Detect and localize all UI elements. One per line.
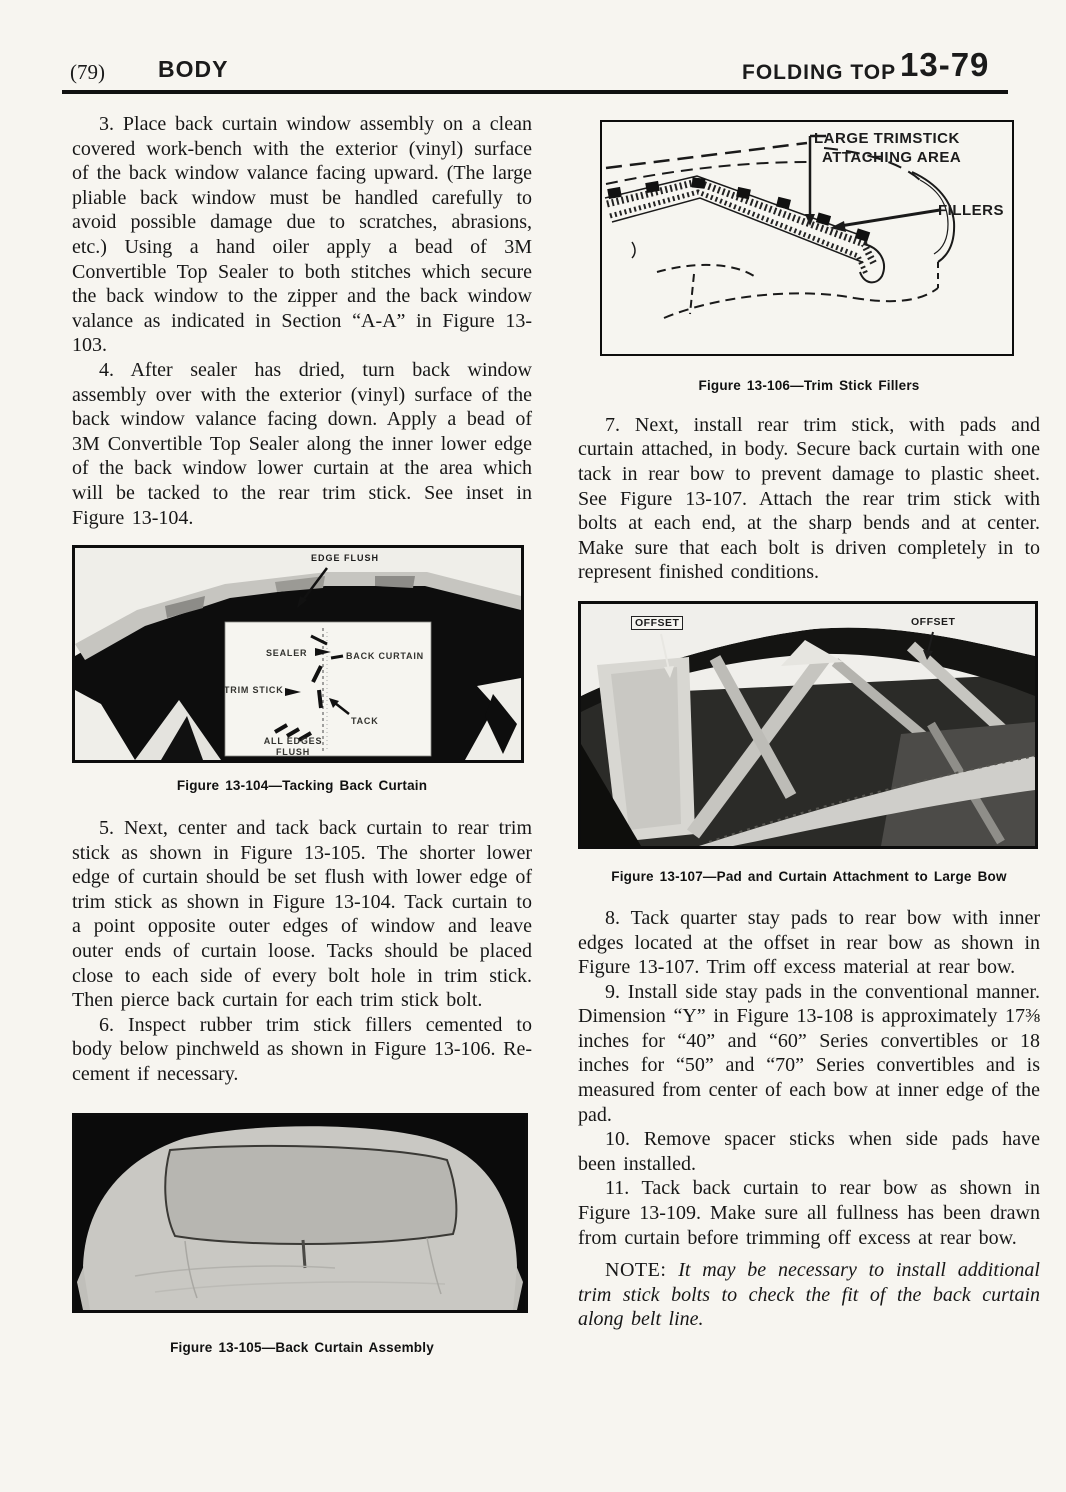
figure-13-104-photo (72, 545, 524, 763)
large-trimstick-label-line1: LARGE TRIMSTICK (814, 130, 960, 147)
back-curtain-label: BACK CURTAIN (346, 651, 424, 662)
step-7-text: 7. Next, install rear trim stick, with pads and curtain attached, in body. Secure back curtain with one tack in rear bow to prevent damage to plastic sheet. See Figure 13-107. Attach the rear trim stick with bolts at each end, at the sharp bends and at center. Make sure that each bolt is driven completely in to represent finished conditions. (578, 413, 1040, 584)
note-text: It may be necessary to install additional trim stick bolts to check the fit of the back curtain along belt line. (578, 1259, 1040, 1331)
step-3-text: 3. Place back curtain window assembly on a clean covered work-bench with the exterior (vinyl) surface of the back window valance facing upward. (The large pliable back window must be handled carefully to avoid possible damage due to scratches, abrasions, etc.) Using a hand oiler apply a bead of 3M Convertible Top Sealer to both stitches which secure the back window to the zipper and the back window valance as indicated in Section “A-A” in Figure 13-103. (72, 113, 532, 357)
step-8-text: 8. Tack quarter stay pads to rear bow with inner edges located at the offset in rear bow as shown in Figure 13-107. Trim off excess material at rear bow. (578, 906, 1040, 979)
trim-stick-label: TRIM STICK (224, 685, 284, 696)
step-6-text: 6. Inspect rubber trim stick fillers cemented to body below pinchweld as shown in Figure 13-106. Re-cement if necessary. (72, 1013, 532, 1085)
tack-label: TACK (351, 716, 379, 727)
back-curtain-assembly-photo-art (75, 1116, 525, 1310)
chapter-title: FOLDING TOP (742, 61, 897, 84)
figure-13-107-photo (578, 601, 1038, 849)
section-title: BODY (158, 56, 229, 82)
figure-13-106-drawing (600, 120, 1014, 356)
note-paragraph (578, 1258, 1040, 1332)
step-5-text: 5. Next, center and tack back curtain to rear trim stick as shown in Figure 13-105. The shorter lower edge of curtain should be set flush with lower edge of trim stick as shown in Figure 13-104. Tack curtain to a point opposite outer edges of window and leave outer ends of curtain loose. Tacks should be placed close to each side of every bolt hole in trim stick. Then pierce back curtain for each trim stick bolt. (72, 816, 532, 1012)
header-rule (62, 90, 1008, 94)
pad-curtain-attachment-photo-art (581, 604, 1035, 846)
offset-left-label: OFFSET (631, 616, 683, 630)
figure-13-107-caption: Figure 13-107—Pad and Curtain Attachment to Large Bow (611, 869, 1007, 885)
figure-13-105-photo (72, 1113, 528, 1313)
figure-13-105 (72, 1113, 532, 1357)
large-trimstick-label-line2: ATTACHING AREA (822, 149, 962, 166)
step-10-text: 10. Remove spacer sticks when side pads have been installed. (578, 1128, 1040, 1175)
left-column (72, 112, 532, 1356)
step-4-text: 4. After sealer has dried, turn back window assembly over with the exterior (vinyl) surface of the back window valance facing down. Apply a bead of 3M Convertible Top Sealer along the inner lower edge of the back window lower curtain at the area which will be tacked to the rear trim stick. See inset in Figure 13-104. (72, 358, 532, 529)
note-label: NOTE: (605, 1259, 667, 1282)
edge-flush-label: EDGE FLUSH (311, 553, 380, 564)
figure-13-106 (578, 120, 1040, 395)
page-left-number: (79) (70, 60, 105, 84)
right-column (578, 120, 1040, 1332)
sealer-label: SEALER (266, 648, 308, 659)
all-edges-flush-label: ALL EDGES FLUSH (263, 736, 323, 758)
offset-right-label: OFFSET (911, 616, 956, 629)
figure-13-104 (72, 545, 532, 795)
figure-13-105-caption: Figure 13-105—Back Curtain Assembly (170, 1339, 434, 1355)
figure-13-107 (578, 601, 1040, 886)
step-9-text: 9. Install side stay pads in the conventional manner. Dimension “Y” in Figure 13-108 is approximately 17⅜ inches for “40” and “60” Series convertibles or 18 inches for “50” and “70” Series convertibles and is measured from center of each bow at inner edge of the pad. (578, 980, 1040, 1126)
step-11-text: 11. Tack back curtain to rear bow as shown in Figure 13-109. Make sure all fullness has been drawn from curtain before trimming off excess at rear bow. (578, 1177, 1040, 1249)
figure-13-104-caption: Figure 13-104—Tacking Back Curtain (176, 778, 428, 794)
fillers-label: FILLERS (938, 202, 1004, 219)
page-number: 13-79 (900, 46, 990, 83)
figure-13-106-caption: Figure 13-106—Trim Stick Fillers (698, 378, 920, 393)
